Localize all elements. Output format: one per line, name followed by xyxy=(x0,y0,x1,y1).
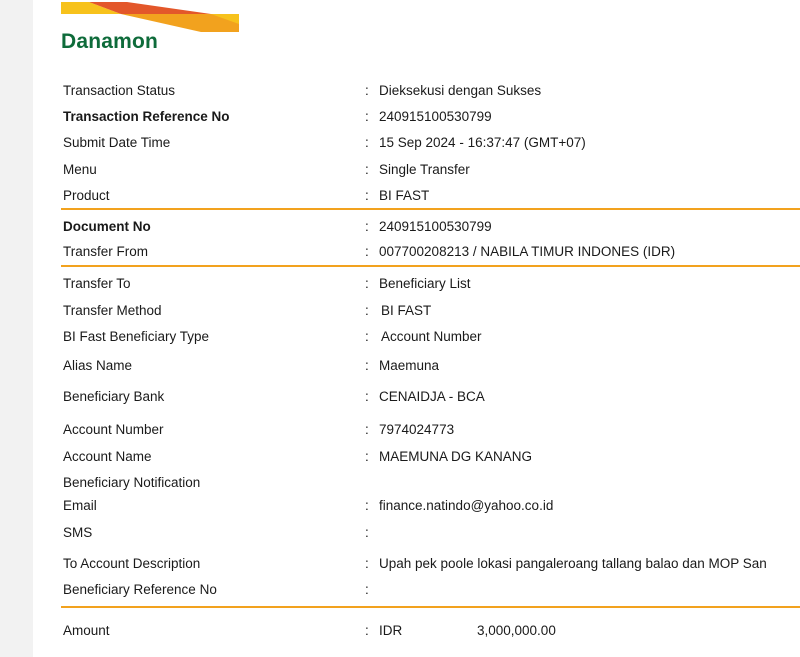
receipt-paper xyxy=(33,0,800,657)
field-row-document-no xyxy=(63,217,800,237)
field-label: Beneficiary Reference No xyxy=(63,582,217,597)
field-value: 007700208213 / NABILA TIMUR INDONES (IDR) xyxy=(379,244,676,259)
field-label: Beneficiary Notification xyxy=(63,475,201,490)
field-value: BI FAST xyxy=(381,303,432,318)
field-separator: : xyxy=(365,358,369,373)
field-value: Beneficiary List xyxy=(379,276,471,291)
field-value: CENAIDJA - BCA xyxy=(379,389,485,404)
field-value: Maemuna xyxy=(379,358,440,373)
field-row-bi-fast-beneficiary-type xyxy=(63,327,800,347)
field-row-email xyxy=(63,496,800,516)
field-value: 240915100530799 xyxy=(379,219,492,234)
logo-stripes-icon xyxy=(61,2,246,32)
field-label: Beneficiary Bank xyxy=(63,389,165,404)
field-separator: : xyxy=(365,109,369,124)
field-row-transfer-from xyxy=(63,242,800,262)
field-separator: : xyxy=(365,303,369,318)
field-label: Document No xyxy=(63,219,151,234)
field-separator: : xyxy=(365,623,369,638)
field-value: 15 Sep 2024 - 16:37:47 (GMT+07) xyxy=(379,135,586,150)
field-label: Email xyxy=(63,498,97,513)
field-label: Alias Name xyxy=(63,358,133,373)
field-row-alias-name xyxy=(63,356,800,376)
field-label: Product xyxy=(63,188,110,203)
field-row-beneficiary-reference-no xyxy=(63,580,800,600)
field-separator: : xyxy=(365,498,369,513)
field-row-product xyxy=(63,186,800,206)
section-divider xyxy=(61,208,800,210)
field-row-account-name xyxy=(63,447,800,467)
field-label: Transfer To xyxy=(63,276,131,291)
field-separator: : xyxy=(365,389,369,404)
field-row-transfer-method xyxy=(63,301,800,321)
field-value: Account Number xyxy=(381,329,482,344)
field-separator: : xyxy=(365,556,369,571)
field-separator: : xyxy=(365,276,369,291)
danamon-logo xyxy=(61,2,246,54)
field-label: Transaction Status xyxy=(63,83,176,98)
field-label: BI Fast Beneficiary Type xyxy=(63,329,210,344)
field-row-sms xyxy=(63,523,800,543)
field-separator: : xyxy=(365,188,369,203)
field-label: Submit Date Time xyxy=(63,135,171,150)
field-label: Account Name xyxy=(63,449,152,464)
field-value: BI FAST xyxy=(379,188,430,203)
section-divider xyxy=(61,606,800,608)
field-row-submit-date-time xyxy=(63,133,800,153)
field-value: Upah pek poole lokasi pangaleroang tallang balao dan MOP San xyxy=(379,556,767,571)
field-value: Single Transfer xyxy=(379,162,470,177)
field-row-menu xyxy=(63,160,800,180)
field-label: SMS xyxy=(63,525,93,540)
field-label: Menu xyxy=(63,162,97,177)
field-separator: : xyxy=(365,219,369,234)
field-row-transaction-status xyxy=(63,81,800,101)
field-label: Transfer Method xyxy=(63,303,162,318)
field-value: finance.natindo@yahoo.co.id xyxy=(379,498,554,513)
field-label: To Account Description xyxy=(63,556,201,571)
field-separator: : xyxy=(365,422,369,437)
field-separator: : xyxy=(365,83,369,98)
logo-wordmark: Danamon xyxy=(61,30,159,53)
amount-currency: IDR xyxy=(379,623,403,638)
amount-value: 3,000,000.00 xyxy=(477,623,556,638)
field-row-beneficiary-bank xyxy=(63,387,800,407)
field-value: 240915100530799 xyxy=(379,109,492,124)
field-separator: : xyxy=(365,329,369,344)
field-separator: : xyxy=(365,449,369,464)
section-divider xyxy=(61,265,800,267)
field-row-beneficiary-notification xyxy=(63,473,800,493)
field-value: Dieksekusi dengan Sukses xyxy=(379,83,542,98)
field-row-transaction-reference-no xyxy=(63,107,800,127)
field-row-account-number xyxy=(63,420,800,440)
field-separator: : xyxy=(365,135,369,150)
field-separator: : xyxy=(365,525,369,540)
field-row-amount xyxy=(63,621,800,641)
field-label: Transfer From xyxy=(63,244,149,259)
field-value: 7974024773 xyxy=(379,422,455,437)
field-row-transfer-to xyxy=(63,274,800,294)
field-separator: : xyxy=(365,244,369,259)
field-separator: : xyxy=(365,162,369,177)
field-label: Account Number xyxy=(63,422,164,437)
field-value: MAEMUNA DG KANANG xyxy=(379,449,533,464)
field-label: Transaction Reference No xyxy=(63,109,230,124)
field-row-to-account-description xyxy=(63,554,800,574)
field-separator: : xyxy=(365,582,369,597)
amount-label: Amount xyxy=(63,623,110,638)
